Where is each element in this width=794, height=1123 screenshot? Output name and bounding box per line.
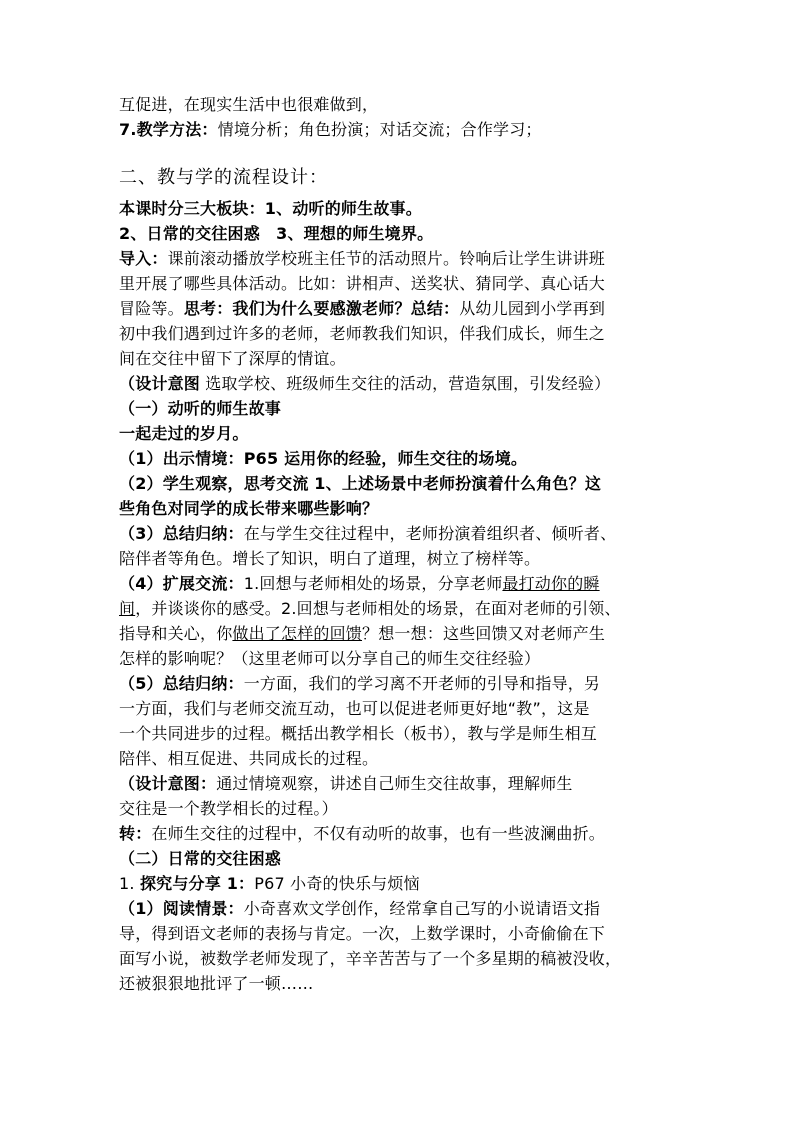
text-line (119, 246, 679, 271)
bold-text: （2）学生观察，思考交流 1、上述场景中老师扮演着什么角色？这 (119, 474, 602, 493)
paragraph-text: 选取学校、班级师生交往的活动，营造氛围，引发经验） (200, 374, 611, 393)
bold-label: （4）扩展交流： (119, 574, 244, 593)
paragraph-text: 1.回想与老师相处的场景，分享老师 (243, 574, 503, 593)
text-line (119, 371, 679, 396)
underlined-text: 间 (119, 599, 136, 618)
bold-label: （5）总结归纳： (119, 674, 244, 693)
text-line (119, 296, 679, 321)
paragraph-text: 交往是一个教学相长的过程。） (119, 799, 338, 818)
underlined-text: 做出了怎样的回馈 (232, 624, 363, 643)
paragraph-text: 从幼儿园到小学再到 (459, 299, 606, 318)
text-line (119, 871, 679, 896)
bold-label: 7.教学方法： (119, 120, 218, 139)
text-line (119, 971, 679, 996)
paragraph-text: 在师生交往的过程中，不仅有动听的故事，也有一些波澜曲折。 (151, 824, 606, 843)
paragraph-text: 初中我们遇到过许多的老师，老师教我们知识，伴我们成长，师生之 (119, 324, 606, 343)
text-line (119, 546, 679, 571)
text-line (119, 117, 679, 142)
paragraph-text: ，并谈谈你的感受。2.回想与老师相处的场景，在面对老师的引领、 (135, 599, 621, 618)
subsection-heading (119, 396, 679, 421)
paragraph-text: 小奇喜欢文学创作，经常拿自己写的小说请语文指 (243, 899, 601, 918)
paragraph-text: 冒险等。 (119, 299, 184, 318)
bold-text: 些角色对同学的成长带来哪些影响？ (119, 499, 379, 518)
text-line (119, 596, 679, 621)
text-line (119, 771, 679, 796)
paragraph-text: 情境分析；角色扮演；对话交流；合作学习； (217, 120, 542, 139)
heading-text: 二、教与学的流程设计： (119, 167, 328, 188)
bold-text: （1）出示情境：P65 运用你的经验，师生交往的场境。 (119, 449, 528, 468)
text-line (119, 821, 679, 846)
bold-label: （3）总结归纳： (119, 524, 244, 543)
paragraph-text: 导，得到语文老师的表扬与肯定。一次，上数学课时，小奇偷偷在下 (119, 924, 606, 943)
paragraph-text: 指导和关心，你 (119, 624, 233, 643)
underlined-text: 最打动你的瞬 (502, 574, 600, 593)
bold-text: 2、日常的交往困惑 3、理想的师生境界。 (119, 224, 434, 243)
paragraph-text: 还被狠狠地批评了一顿…… (119, 974, 314, 993)
bold-label: （1）阅读情景： (119, 899, 244, 918)
paragraph-text: 互促进，在现实生活中也很难做到， (119, 95, 379, 114)
bold-label: 转： (119, 824, 152, 843)
text-line (119, 696, 679, 721)
paragraph-text: 陪伴者等角色。增长了知识，明白了道理，树立了榜样等。 (119, 549, 541, 568)
text-line (119, 571, 679, 596)
paragraph-text: 一方面，我们的学习离不开老师的引导和指导，另 (243, 674, 601, 693)
bold-text: （二）日常的交往困惑 (119, 849, 282, 868)
text-line (119, 746, 679, 771)
text-line (119, 646, 679, 671)
text-line (119, 446, 679, 471)
text-line (119, 421, 679, 446)
text-line (119, 92, 679, 117)
paragraph-text: 面写小说，被数学老师发现了，辛辛苦苦与了一个多星期的稿被没收， (119, 949, 622, 968)
paragraph-text: 怎样的影响呢？（这里老师可以分享自己的师生交往经验） (119, 649, 541, 668)
bold-text: 一起走过的岁月。 (119, 424, 249, 443)
paragraph-text: 里开展了哪些具体活动。比如：讲相声、送奖状、猜同学、真心话大 (119, 274, 606, 293)
text-line (119, 921, 679, 946)
bold-label: （设计意图： (119, 774, 217, 793)
section-heading (119, 160, 679, 196)
text-line (119, 271, 679, 296)
paragraph-text: 通过情境观察，讲述自己师生交往故事，理解师生 (216, 774, 573, 793)
bold-text: 思考：我们为什么要感激老师？总结： (183, 299, 460, 318)
text-line (119, 521, 679, 546)
paragraph-text: 一个共同进步的过程。概括出教学相长（板书），教与学是师生相互 (119, 724, 598, 743)
text-line (119, 346, 679, 371)
paragraph-text: 在与学生交往过程中，老师扮演着组织者、倾听者、 (243, 524, 617, 543)
paragraph-text: ？想一想：这些回馈又对老师产生 (362, 624, 606, 643)
paragraph-text: P67 小奇的快乐与烦恼 (254, 874, 420, 893)
text-line (119, 321, 679, 346)
text-line (119, 896, 679, 921)
paragraph-text: 1. (119, 874, 140, 893)
paragraph-text: 陪伴、相互促进、共同成长的过程。 (119, 749, 379, 768)
text-line (119, 721, 679, 746)
document-page (119, 92, 679, 996)
text-line (119, 196, 679, 221)
paragraph-text: 间在交往中留下了深厚的情谊。 (119, 349, 346, 368)
bold-label: （设计意图 (119, 374, 201, 393)
text-line (119, 796, 679, 821)
text-line (119, 496, 679, 521)
bold-label: 导入： (119, 249, 168, 268)
subsection-heading (119, 846, 679, 871)
bold-label: 探究与分享 1： (139, 874, 255, 893)
paragraph-text: 课前滚动播放学校班主任节的活动照片。铃响后让学生讲讲班 (167, 249, 606, 268)
bold-text: （一）动听的师生故事 (119, 399, 282, 418)
text-line (119, 471, 679, 496)
text-line (119, 946, 679, 971)
paragraph-text: 一方面，我们与老师交流互动，也可以促进老师更好地“教”，这是 (119, 699, 590, 718)
text-line (119, 621, 679, 646)
text-line (119, 221, 679, 246)
text-line (119, 671, 679, 696)
bold-text: 本课时分三大板块：1、动听的师生故事。 (119, 199, 422, 218)
